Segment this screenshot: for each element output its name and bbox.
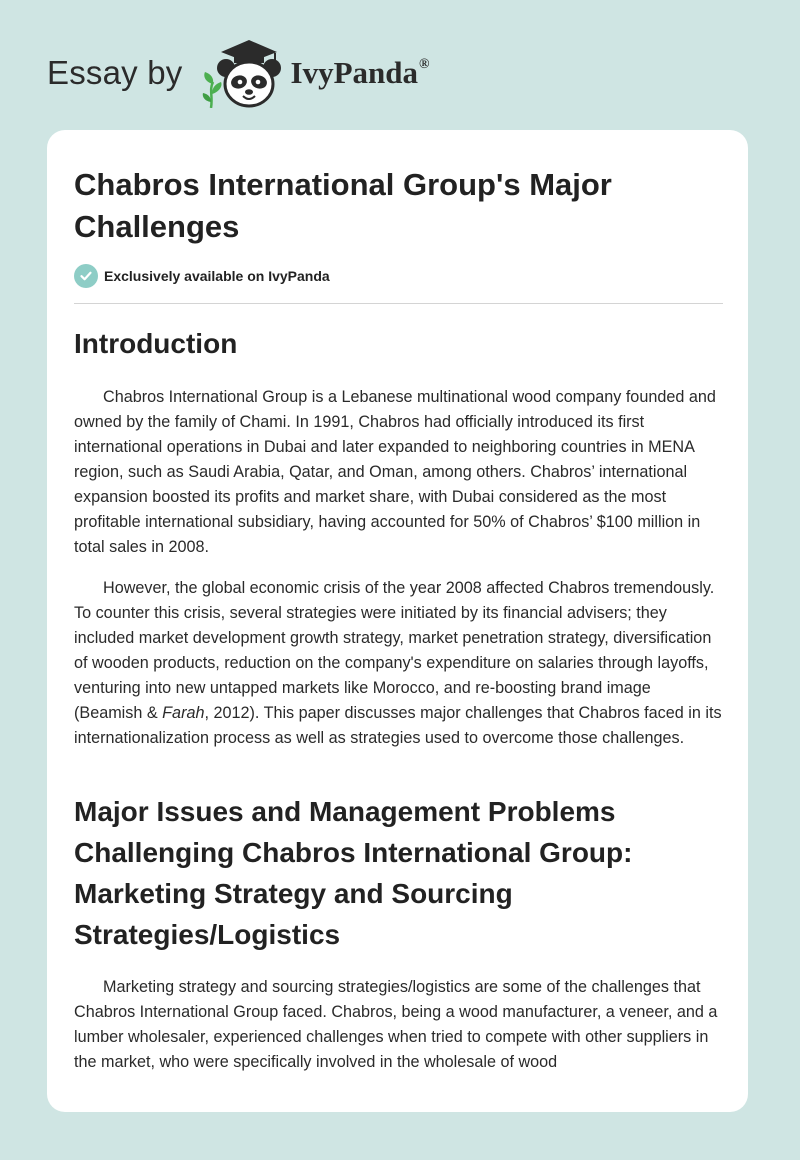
panda-graduate-icon [199, 38, 283, 108]
brand-name: IvyPanda® [290, 55, 430, 90]
title-divider [74, 303, 723, 304]
registered-mark: ® [418, 56, 430, 72]
check-icon [74, 264, 98, 288]
paragraph: Marketing strategy and sourcing strategies/logistics are some of the challenges that Chabros International Group faced. Chabros, being a wood manufacturer, a veneer, and a lumber wholesaler, experienced challenges when tried to compete with other suppliers in the market, who were specifically involved in the wholesale of wood [74, 978, 718, 1071]
section-heading-major-issues: Major Issues and Management Problems Challenging Chabros International Group: Marketing Strategy and Sourcing Strategies/Logistics [74, 796, 633, 950]
italic-citation: Farah [162, 704, 205, 722]
essay-card [47, 130, 748, 1112]
exclusive-badge [74, 264, 330, 288]
essay-title: Chabros International Group's Major Challenges [74, 167, 612, 244]
brand-logo-link[interactable] [47, 38, 429, 108]
paragraph: Chabros International Group is a Lebanese multinational wood company founded and owned by the family of Chami. In 1991, Chabros had officially introduced its first international operations in Dubai and later expanded to neighboring countries in MENA region, such as Saudi Arabia, Qatar, and Oman, among others. Chabros’ international expansion boosted its profits and market share, with Dubai considered as the most profitable international subsidiary, having accounted for 50% of Chabros’ $100 million in total sales in 2008. [74, 388, 716, 556]
essay-by-label: Essay by [47, 54, 183, 91]
exclusive-label: Exclusively available on IvyPanda [104, 268, 330, 284]
section-heading-introduction: Introduction [74, 328, 238, 359]
paragraph: However, the global economic crisis of the year 2008 affected Chabros tremendously. To counter this crisis, several strategies were initiated by its financial advisers; they included market development growth strategy, market penetration strategy, diversification of wooden products, reduction on the company's expenditure on salaries through layoffs, venturing into new untapped markets like Morocco, and re-boosting brand image (Beamish & Farah, 2012). This paper discusses major challenges that Chabros faced in its internationalization process as well as strategies used to overcome those challenges. [74, 579, 722, 747]
site-header [0, 0, 800, 130]
